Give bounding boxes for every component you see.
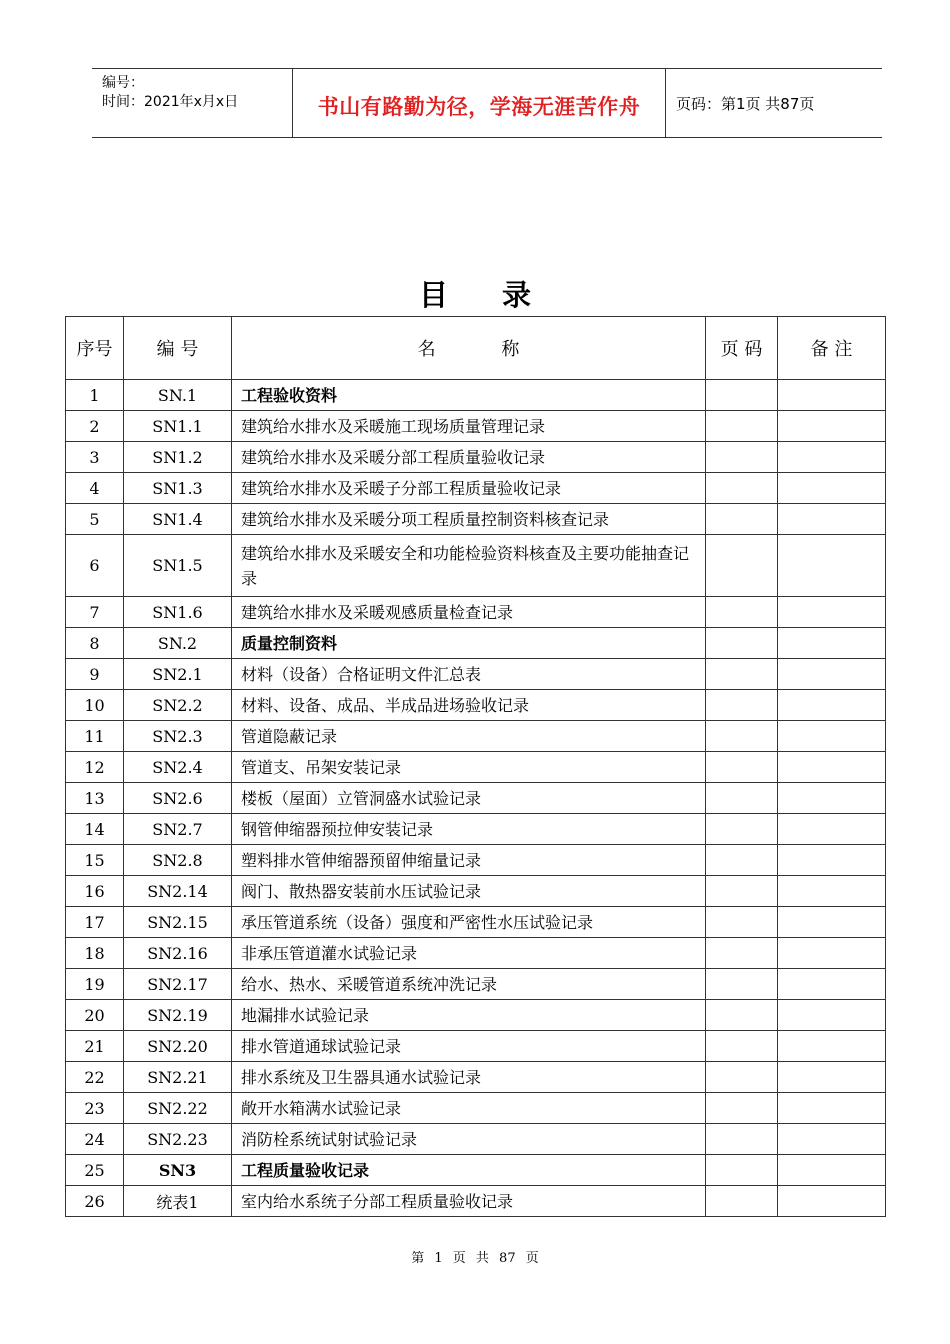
row-page xyxy=(706,411,778,442)
row-note xyxy=(778,442,886,473)
row-note xyxy=(778,938,886,969)
toc-header-row xyxy=(66,317,886,380)
row-name: 建筑给水排水及采暖分部工程质量验收记录 xyxy=(232,442,706,473)
row-name: 消防栓系统试射试验记录 xyxy=(232,1124,706,1155)
row-note xyxy=(778,411,886,442)
row-code: SN2.4 xyxy=(124,752,232,783)
row-note xyxy=(778,473,886,504)
row-number: 17 xyxy=(66,907,124,938)
row-name: 质量控制资料 xyxy=(232,628,706,659)
row-page xyxy=(706,845,778,876)
row-note xyxy=(778,690,886,721)
row-number: 18 xyxy=(66,938,124,969)
row-number: 24 xyxy=(66,1124,124,1155)
row-page xyxy=(706,690,778,721)
row-page xyxy=(706,1062,778,1093)
table-row xyxy=(66,752,886,783)
row-name: 阀门、散热器安装前水压试验记录 xyxy=(232,876,706,907)
row-page xyxy=(706,721,778,752)
row-note xyxy=(778,597,886,628)
row-number: 4 xyxy=(66,473,124,504)
row-number: 15 xyxy=(66,845,124,876)
table-row xyxy=(66,845,886,876)
page-footer: 第 1 页 共 87 页 xyxy=(411,1251,539,1266)
row-number: 26 xyxy=(66,1186,124,1217)
row-page xyxy=(706,1124,778,1155)
row-note xyxy=(778,1000,886,1031)
row-name: 室内给水系统子分部工程质量验收记录 xyxy=(232,1186,706,1217)
row-name: 工程验收资料 xyxy=(232,380,706,411)
row-note xyxy=(778,1031,886,1062)
row-note xyxy=(778,659,886,690)
col-header-note: 备 注 xyxy=(778,317,886,380)
table-row xyxy=(66,690,886,721)
row-name: 管道隐蔽记录 xyxy=(232,721,706,752)
row-code: SN1.1 xyxy=(124,411,232,442)
row-name: 建筑给水排水及采暖观感质量检查记录 xyxy=(232,597,706,628)
row-code: SN3 xyxy=(124,1155,232,1186)
row-name: 建筑给水排水及采暖施工现场质量管理记录 xyxy=(232,411,706,442)
row-number: 12 xyxy=(66,752,124,783)
row-page xyxy=(706,1093,778,1124)
row-number: 20 xyxy=(66,1000,124,1031)
row-number: 5 xyxy=(66,504,124,535)
row-number: 10 xyxy=(66,690,124,721)
row-name: 塑料排水管伸缩器预留伸缩量记录 xyxy=(232,845,706,876)
row-page xyxy=(706,969,778,1000)
row-page xyxy=(706,1031,778,1062)
table-row xyxy=(66,628,886,659)
page-header xyxy=(92,68,882,138)
table-row xyxy=(66,969,886,1000)
row-number: 3 xyxy=(66,442,124,473)
header-page-cell xyxy=(666,69,882,137)
row-page xyxy=(706,442,778,473)
header-page-info: 页码：第1页 共87页 xyxy=(676,95,815,113)
row-note xyxy=(778,1124,886,1155)
row-note xyxy=(778,1186,886,1217)
row-code: SN2.21 xyxy=(124,1062,232,1093)
table-row xyxy=(66,473,886,504)
row-number: 22 xyxy=(66,1062,124,1093)
row-note xyxy=(778,752,886,783)
row-page xyxy=(706,535,778,597)
table-row xyxy=(66,504,886,535)
row-page xyxy=(706,659,778,690)
document-title: 目 录 xyxy=(418,278,554,312)
table-row xyxy=(66,1155,886,1186)
row-name: 材料、设备、成品、半成品进场验收记录 xyxy=(232,690,706,721)
row-number: 16 xyxy=(66,876,124,907)
table-row xyxy=(66,659,886,690)
table-row xyxy=(66,535,886,597)
row-code: SN1.2 xyxy=(124,442,232,473)
toc-body xyxy=(66,380,886,1217)
col-header-code: 编 号 xyxy=(124,317,232,380)
row-page xyxy=(706,380,778,411)
row-code: SN2.23 xyxy=(124,1124,232,1155)
row-code: SN2.22 xyxy=(124,1093,232,1124)
row-note xyxy=(778,380,886,411)
row-page xyxy=(706,1155,778,1186)
row-code: SN2.14 xyxy=(124,876,232,907)
table-row xyxy=(66,380,886,411)
row-page xyxy=(706,907,778,938)
serial-label: 编号： xyxy=(102,75,144,91)
table-row xyxy=(66,597,886,628)
row-page xyxy=(706,1186,778,1217)
col-header-no: 序号 xyxy=(66,317,124,380)
table-row xyxy=(66,1093,886,1124)
row-number: 13 xyxy=(66,783,124,814)
row-note xyxy=(778,1093,886,1124)
row-note xyxy=(778,1062,886,1093)
row-code: SN2.8 xyxy=(124,845,232,876)
row-page xyxy=(706,504,778,535)
col-header-page: 页 码 xyxy=(706,317,778,380)
row-note xyxy=(778,1155,886,1186)
row-code: SN1.3 xyxy=(124,473,232,504)
row-name: 非承压管道灌水试验记录 xyxy=(232,938,706,969)
row-page xyxy=(706,597,778,628)
motto-text: 书山有路勤为径，学海无涯苦作舟 xyxy=(317,95,641,119)
row-code: SN2.19 xyxy=(124,1000,232,1031)
row-name: 建筑给水排水及采暖分项工程质量控制资料核查记录 xyxy=(232,504,706,535)
row-code: SN2.20 xyxy=(124,1031,232,1062)
row-page xyxy=(706,473,778,504)
row-name: 地漏排水试验记录 xyxy=(232,1000,706,1031)
table-row xyxy=(66,1000,886,1031)
row-code: SN2.7 xyxy=(124,814,232,845)
row-name: 建筑给水排水及采暖安全和功能检验资料核查及主要功能抽查记录 xyxy=(232,535,706,597)
row-code: SN2.2 xyxy=(124,690,232,721)
row-note xyxy=(778,628,886,659)
row-code: SN1.5 xyxy=(124,535,232,597)
row-number: 11 xyxy=(66,721,124,752)
row-name: 管道支、吊架安装记录 xyxy=(232,752,706,783)
row-code: SN2.6 xyxy=(124,783,232,814)
row-note xyxy=(778,845,886,876)
header-motto-cell xyxy=(293,69,666,137)
row-page xyxy=(706,1000,778,1031)
row-note xyxy=(778,783,886,814)
row-number: 19 xyxy=(66,969,124,1000)
table-row xyxy=(66,1186,886,1217)
table-row xyxy=(66,1062,886,1093)
row-number: 23 xyxy=(66,1093,124,1124)
row-code: SN2.16 xyxy=(124,938,232,969)
row-page xyxy=(706,628,778,659)
row-name: 材料（设备）合格证明文件汇总表 xyxy=(232,659,706,690)
row-note xyxy=(778,535,886,597)
row-note xyxy=(778,876,886,907)
row-page xyxy=(706,938,778,969)
table-row xyxy=(66,814,886,845)
row-page xyxy=(706,814,778,845)
row-name: 承压管道系统（设备）强度和严密性水压试验记录 xyxy=(232,907,706,938)
header-info-cell xyxy=(92,69,293,137)
row-code: SN.2 xyxy=(124,628,232,659)
row-number: 21 xyxy=(66,1031,124,1062)
table-row xyxy=(66,938,886,969)
row-number: 1 xyxy=(66,380,124,411)
row-name: 建筑给水排水及采暖子分部工程质量验收记录 xyxy=(232,473,706,504)
row-note xyxy=(778,907,886,938)
row-code: SN2.15 xyxy=(124,907,232,938)
table-row xyxy=(66,876,886,907)
row-name: 排水管道通球试验记录 xyxy=(232,1031,706,1062)
col-header-name-text: 名 称 xyxy=(417,339,520,360)
row-number: 14 xyxy=(66,814,124,845)
row-page xyxy=(706,783,778,814)
row-number: 2 xyxy=(66,411,124,442)
row-code: SN2.3 xyxy=(124,721,232,752)
row-page xyxy=(706,876,778,907)
row-code: SN2.1 xyxy=(124,659,232,690)
row-number: 7 xyxy=(66,597,124,628)
row-code: SN.1 xyxy=(124,380,232,411)
row-name: 敞开水箱满水试验记录 xyxy=(232,1093,706,1124)
row-code: SN1.4 xyxy=(124,504,232,535)
table-row xyxy=(66,907,886,938)
row-name: 钢管伸缩器预拉伸安装记录 xyxy=(232,814,706,845)
row-name: 给水、热水、采暖管道系统冲洗记录 xyxy=(232,969,706,1000)
row-code: SN1.6 xyxy=(124,597,232,628)
row-code: SN2.17 xyxy=(124,969,232,1000)
table-row xyxy=(66,442,886,473)
row-note xyxy=(778,969,886,1000)
table-row xyxy=(66,1124,886,1155)
time-label: 时间：2021年x月x日 xyxy=(102,94,239,110)
row-code: 统表1 xyxy=(124,1186,232,1217)
row-name: 楼板（屋面）立管洞盛水试验记录 xyxy=(232,783,706,814)
row-number: 6 xyxy=(66,535,124,597)
row-number: 8 xyxy=(66,628,124,659)
row-page xyxy=(706,752,778,783)
table-row xyxy=(66,411,886,442)
table-row xyxy=(66,721,886,752)
row-name: 排水系统及卫生器具通水试验记录 xyxy=(232,1062,706,1093)
row-name: 工程质量验收记录 xyxy=(232,1155,706,1186)
row-number: 9 xyxy=(66,659,124,690)
table-row xyxy=(66,783,886,814)
row-number: 25 xyxy=(66,1155,124,1186)
table-row xyxy=(66,1031,886,1062)
col-header-name xyxy=(232,317,706,380)
toc-table xyxy=(65,316,886,1217)
row-note xyxy=(778,721,886,752)
row-note xyxy=(778,814,886,845)
row-note xyxy=(778,504,886,535)
